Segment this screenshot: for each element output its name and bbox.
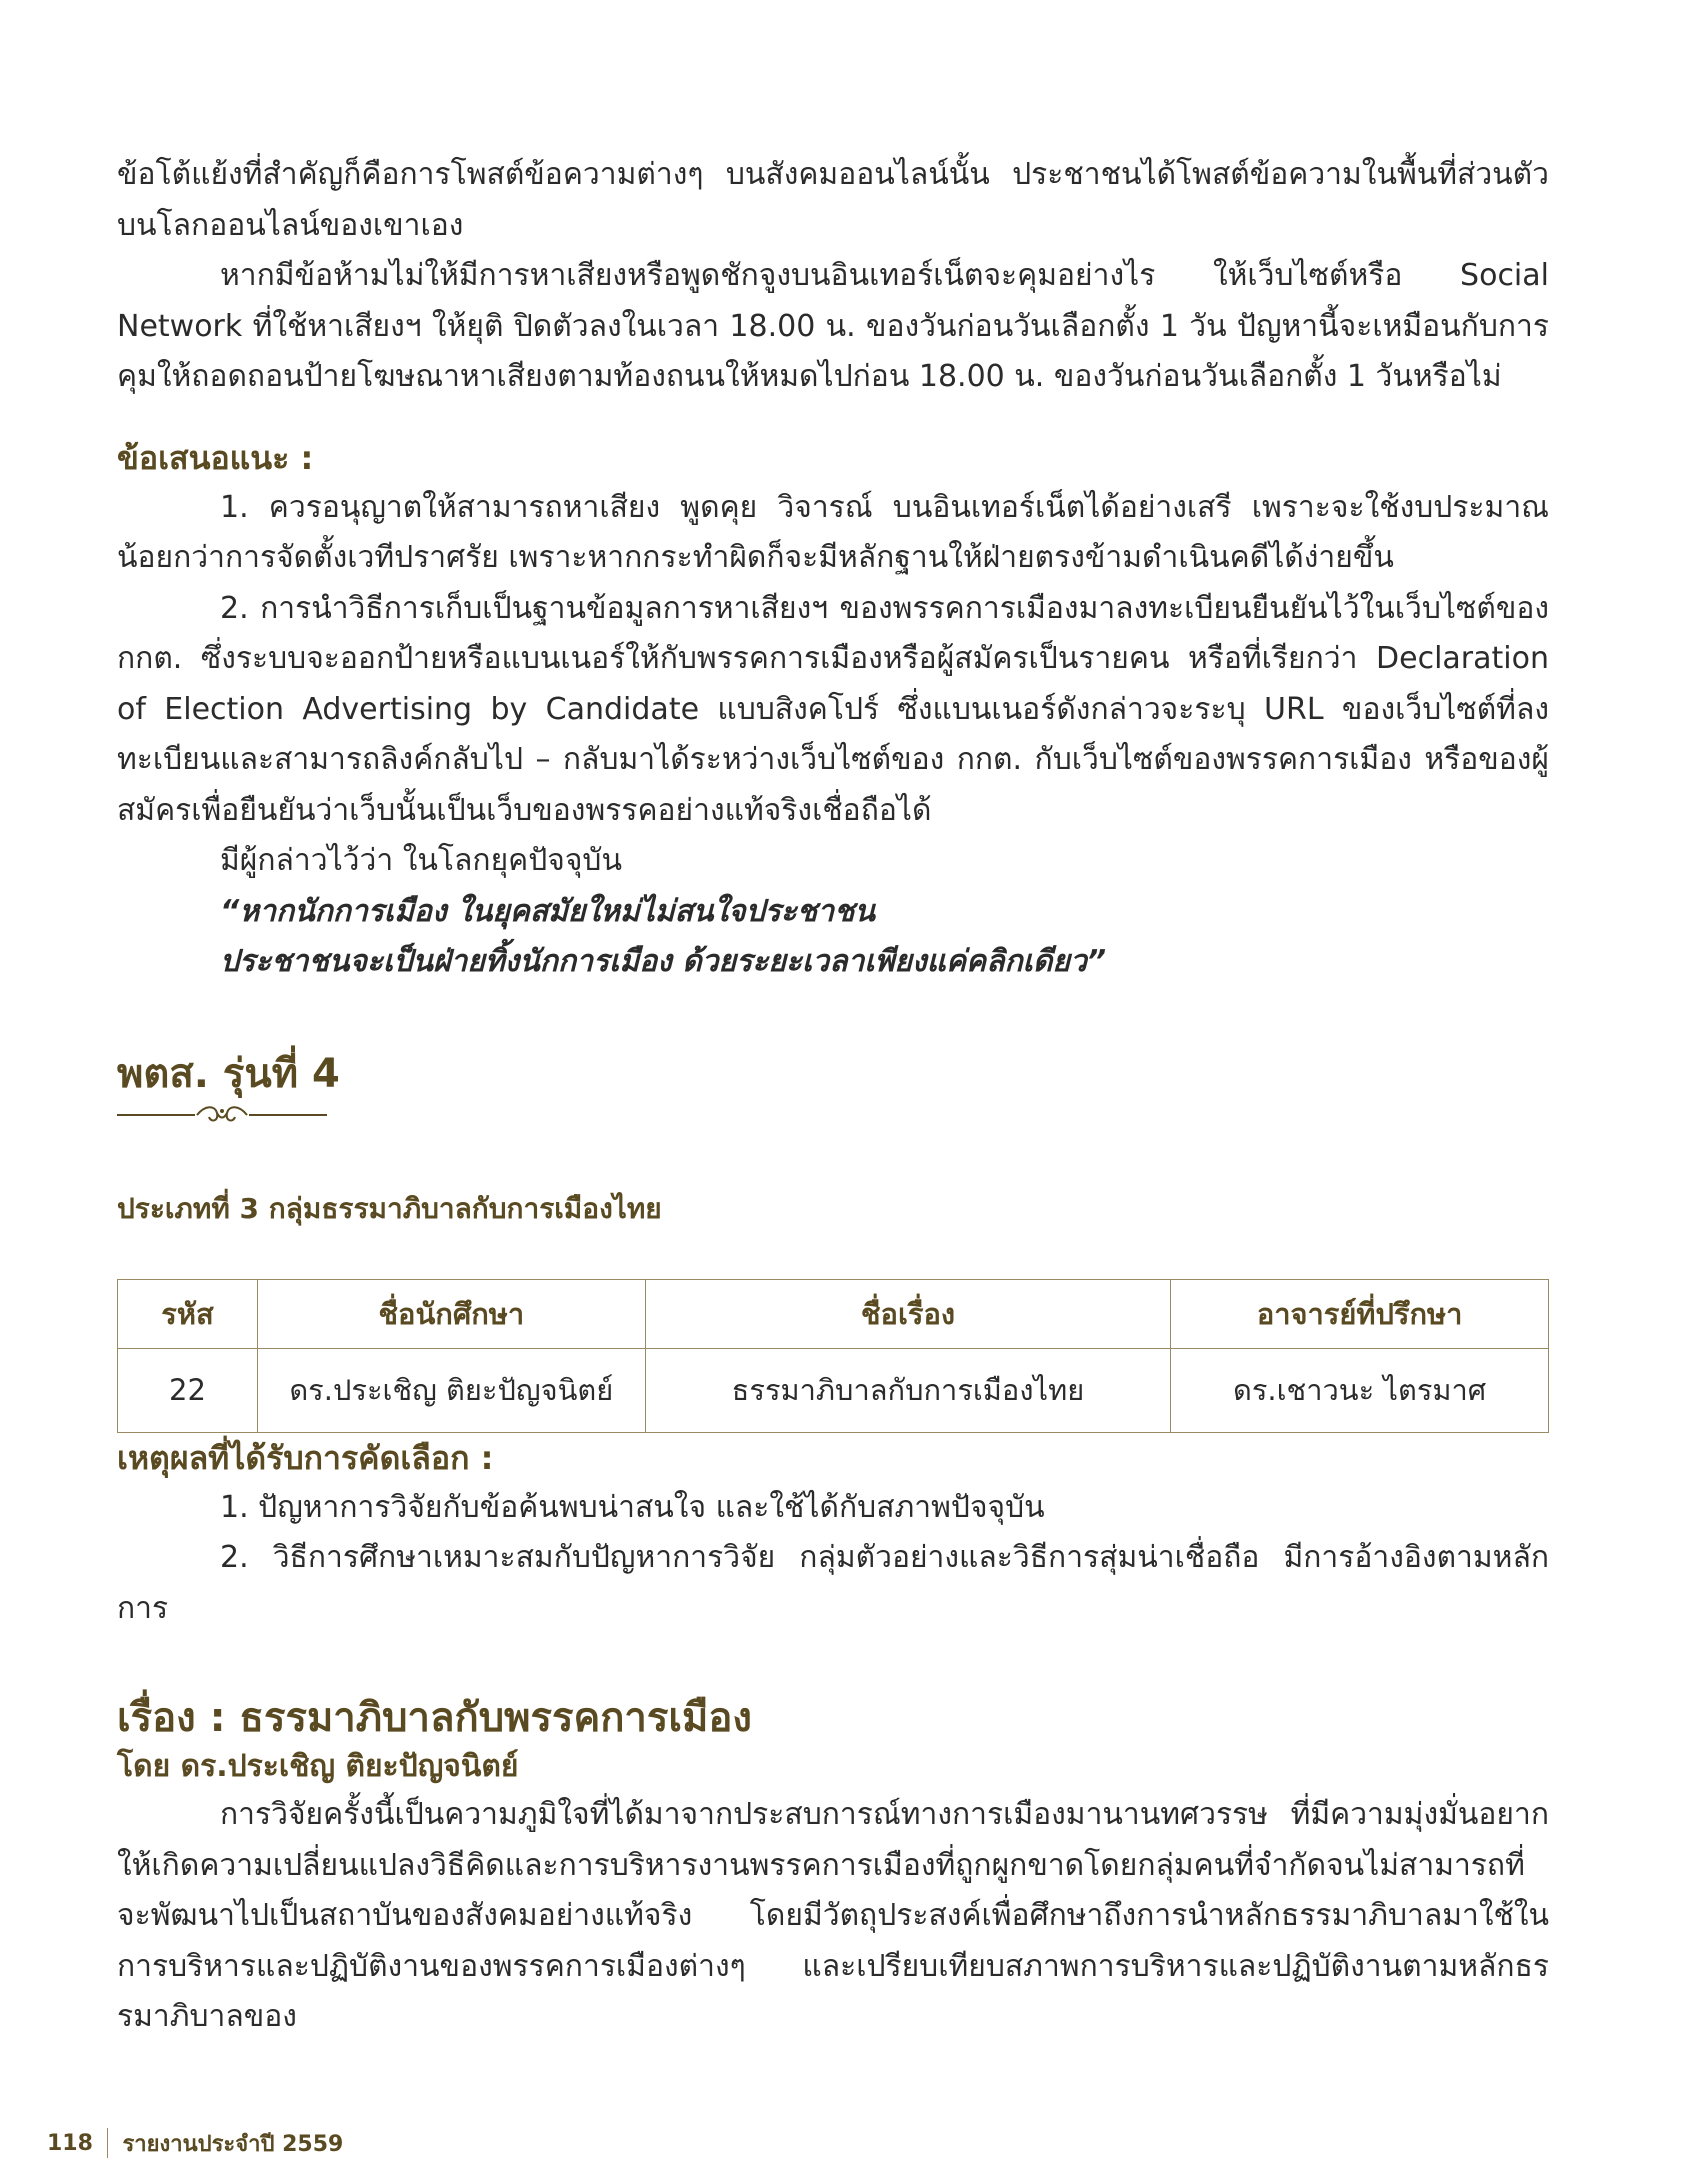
report-title: รายงานประจำปี 2559: [122, 2131, 344, 2157]
col-header-code: รหัส: [118, 1279, 258, 1348]
generation-title: พตส. รุ่นที่ 4: [117, 1050, 340, 1097]
reason-item-2: 2. วิธีการศึกษาเหมาะสมกับปัญหาการวิจัย กลุ่มตัวอย่างและวิธีการสุ่มน่าเชื่อถือ มีการอ้างอิงตามหลักการ: [117, 1540, 1549, 1626]
col-header-title: ชื่อเรื่อง: [645, 1279, 1171, 1348]
ornament-divider-icon: [117, 1103, 327, 1127]
reason-item-1: 1. ปัญหาการวิจัยกับข้อค้นพบน่าสนใจ และใช้ได้กับสภาพปัจจุบัน: [220, 1489, 1045, 1525]
saying-intro: มีผู้กล่าวไว้ว่า ในโลกยุคปัจจุบัน: [220, 843, 622, 878]
col-header-advisor: อาจารย์ที่ปรึกษา: [1171, 1279, 1549, 1348]
page-footer: [47, 2123, 343, 2163]
col-header-student-name: ชื่อนักศึกษา: [257, 1279, 645, 1348]
student-table: [117, 1279, 1549, 1433]
footer-divider: [107, 2128, 109, 2158]
spacer: [117, 403, 1549, 433]
suggestion-item-1: 1. ควรอนุญาตให้สามารถหาเสียง พูดคุย วิจารณ์ บนอินเทอร์เน็ตได้อย่างเสรี เพราะจะใช้งบประมาณน้อยกว่าการจัดตั้งเวทีปราศรัย เพราะหากกระทำผิดก็จะมีหลักฐานให้ฝ่ายตรงข้ามดำเนินคดีได้ง่ายขึ้น: [117, 489, 1549, 575]
research-abstract: การวิจัยครั้งนี้เป็นความภูมิใจที่ได้มาจากประสบการณ์ทางการเมืองมานานทศวรรษ ที่มีความมุ่งมั่นอยากให้เกิดความเปลี่ยนแปลงวิธีคิดและการบริหารงานพรรคการเมืองที่ถูกผูกขาดโดยกลุ่มคนที่จำกัดจนไม่สามารถที่จะพัฒนาไปเป็นสถาบันของสังคมอย่างแท้จริง โดยมีวัตถุประสงค์เพื่อศึกษาถึงการนำหลักธรรมาภิบาลมาใช้ในการบริหารและปฏิบัติงานของพรรคการเมืองต่างๆ และเปรียบเทียบสภาพการบริหารและปฏิบัติงานตามหลักธรรมาภิบาลของ: [117, 1797, 1549, 2034]
table-row: [118, 1348, 1549, 1432]
research-title: เรื่อง : ธรรมาภิบาลกับพรรคการเมือง: [117, 1695, 752, 1741]
cell-code: 22: [118, 1348, 258, 1432]
research-byline: โดย ดร.ประเชิญ ติยะปัญจนิตย์: [117, 1749, 519, 1784]
table-header-row: [118, 1279, 1549, 1348]
cell-student-name: ดร.ประเชิญ ติยะปัญจนิตย์: [257, 1348, 645, 1432]
reasons-heading: เหตุผลที่ได้รับการคัดเลือก :: [117, 1438, 494, 1477]
cell-title: ธรรมาภิบาลกับการเมืองไทย: [645, 1348, 1171, 1432]
page-content: [117, 150, 1549, 2043]
suggestions-heading: ข้อเสนอแนะ :: [117, 438, 314, 477]
cell-advisor: ดร.เชาวนะ ไตรมาศ: [1171, 1348, 1549, 1432]
intro-paragraph-1: ข้อโต้แย้งที่สำคัญก็คือการโพสต์ข้อความต่างๆ บนสังคมออนไลน์นั้น ประชาชนได้โพสต์ข้อความในพื้นที่ส่วนตัวบนโลกออนไลน์ของเขาเอง: [117, 157, 1549, 243]
page-number: 118: [47, 2130, 93, 2156]
quote-line-2: ประชาชนจะเป็นฝ่ายทิ้งนักการเมือง ด้วยระยะเวลาเพียงแค่คลิกเดียว”: [220, 943, 1107, 979]
category-title: ประเภทที่ 3 กลุ่มธรรมาภิบาลกับการเมืองไทย: [117, 1191, 662, 1225]
quote-line-1: “หากนักการเมือง ในยุคสมัยใหม่ไม่สนใจประชาชน: [220, 893, 875, 929]
intro-paragraph-2: หากมีข้อห้ามไม่ให้มีการหาเสียงหรือพูดชักจูงบนอินเทอร์เน็ตจะคุมอย่างไร ให้เว็บไซต์หรือ Social Network ที่ใช้หาเสียงฯ ให้ยุติ ปิดตัวลงในเวลา 18.00 น. ของวันก่อนวันเลือกตั้ง 1 วัน ปัญหานี้จะเหมือนกับการคุมให้ถอดถอนป้ายโฆษณาหาเสียงตามท้องถนนให้หมดไปก่อน 18.00 น. ของวันก่อนวันเลือกตั้ง 1 วันหรือไม่: [117, 258, 1549, 394]
suggestion-item-2: 2. การนำวิธีการเก็บเป็นฐานข้อมูลการหาเสียงฯ ของพรรคการเมืองมาลงทะเบียนยืนยันไว้ในเว็บไซต์ของ กกต. ซึ่งระบบจะออกป้ายหรือแบนเนอร์ให้กับพรรคการเมืองหรือผู้สมัครเป็นรายคน หรือที่เรียกว่า Declaration of Election Advertising by Candidate แบบสิงคโปร์ ซึ่งแบนเนอร์ดังกล่าวจะระบุ URL ของเว็บไซต์ที่ลงทะเบียนและสามารถลิงค์กลับไป – กลับมาได้ระหว่างเว็บไซต์ของ กกต. กับเว็บไซต์ของพรรคการเมือง หรือของผู้สมัครเพื่อยืนยันว่าเว็บนั้นเป็นเว็บของพรรคอย่างแท้จริงเชื่อถือได้: [117, 590, 1549, 828]
